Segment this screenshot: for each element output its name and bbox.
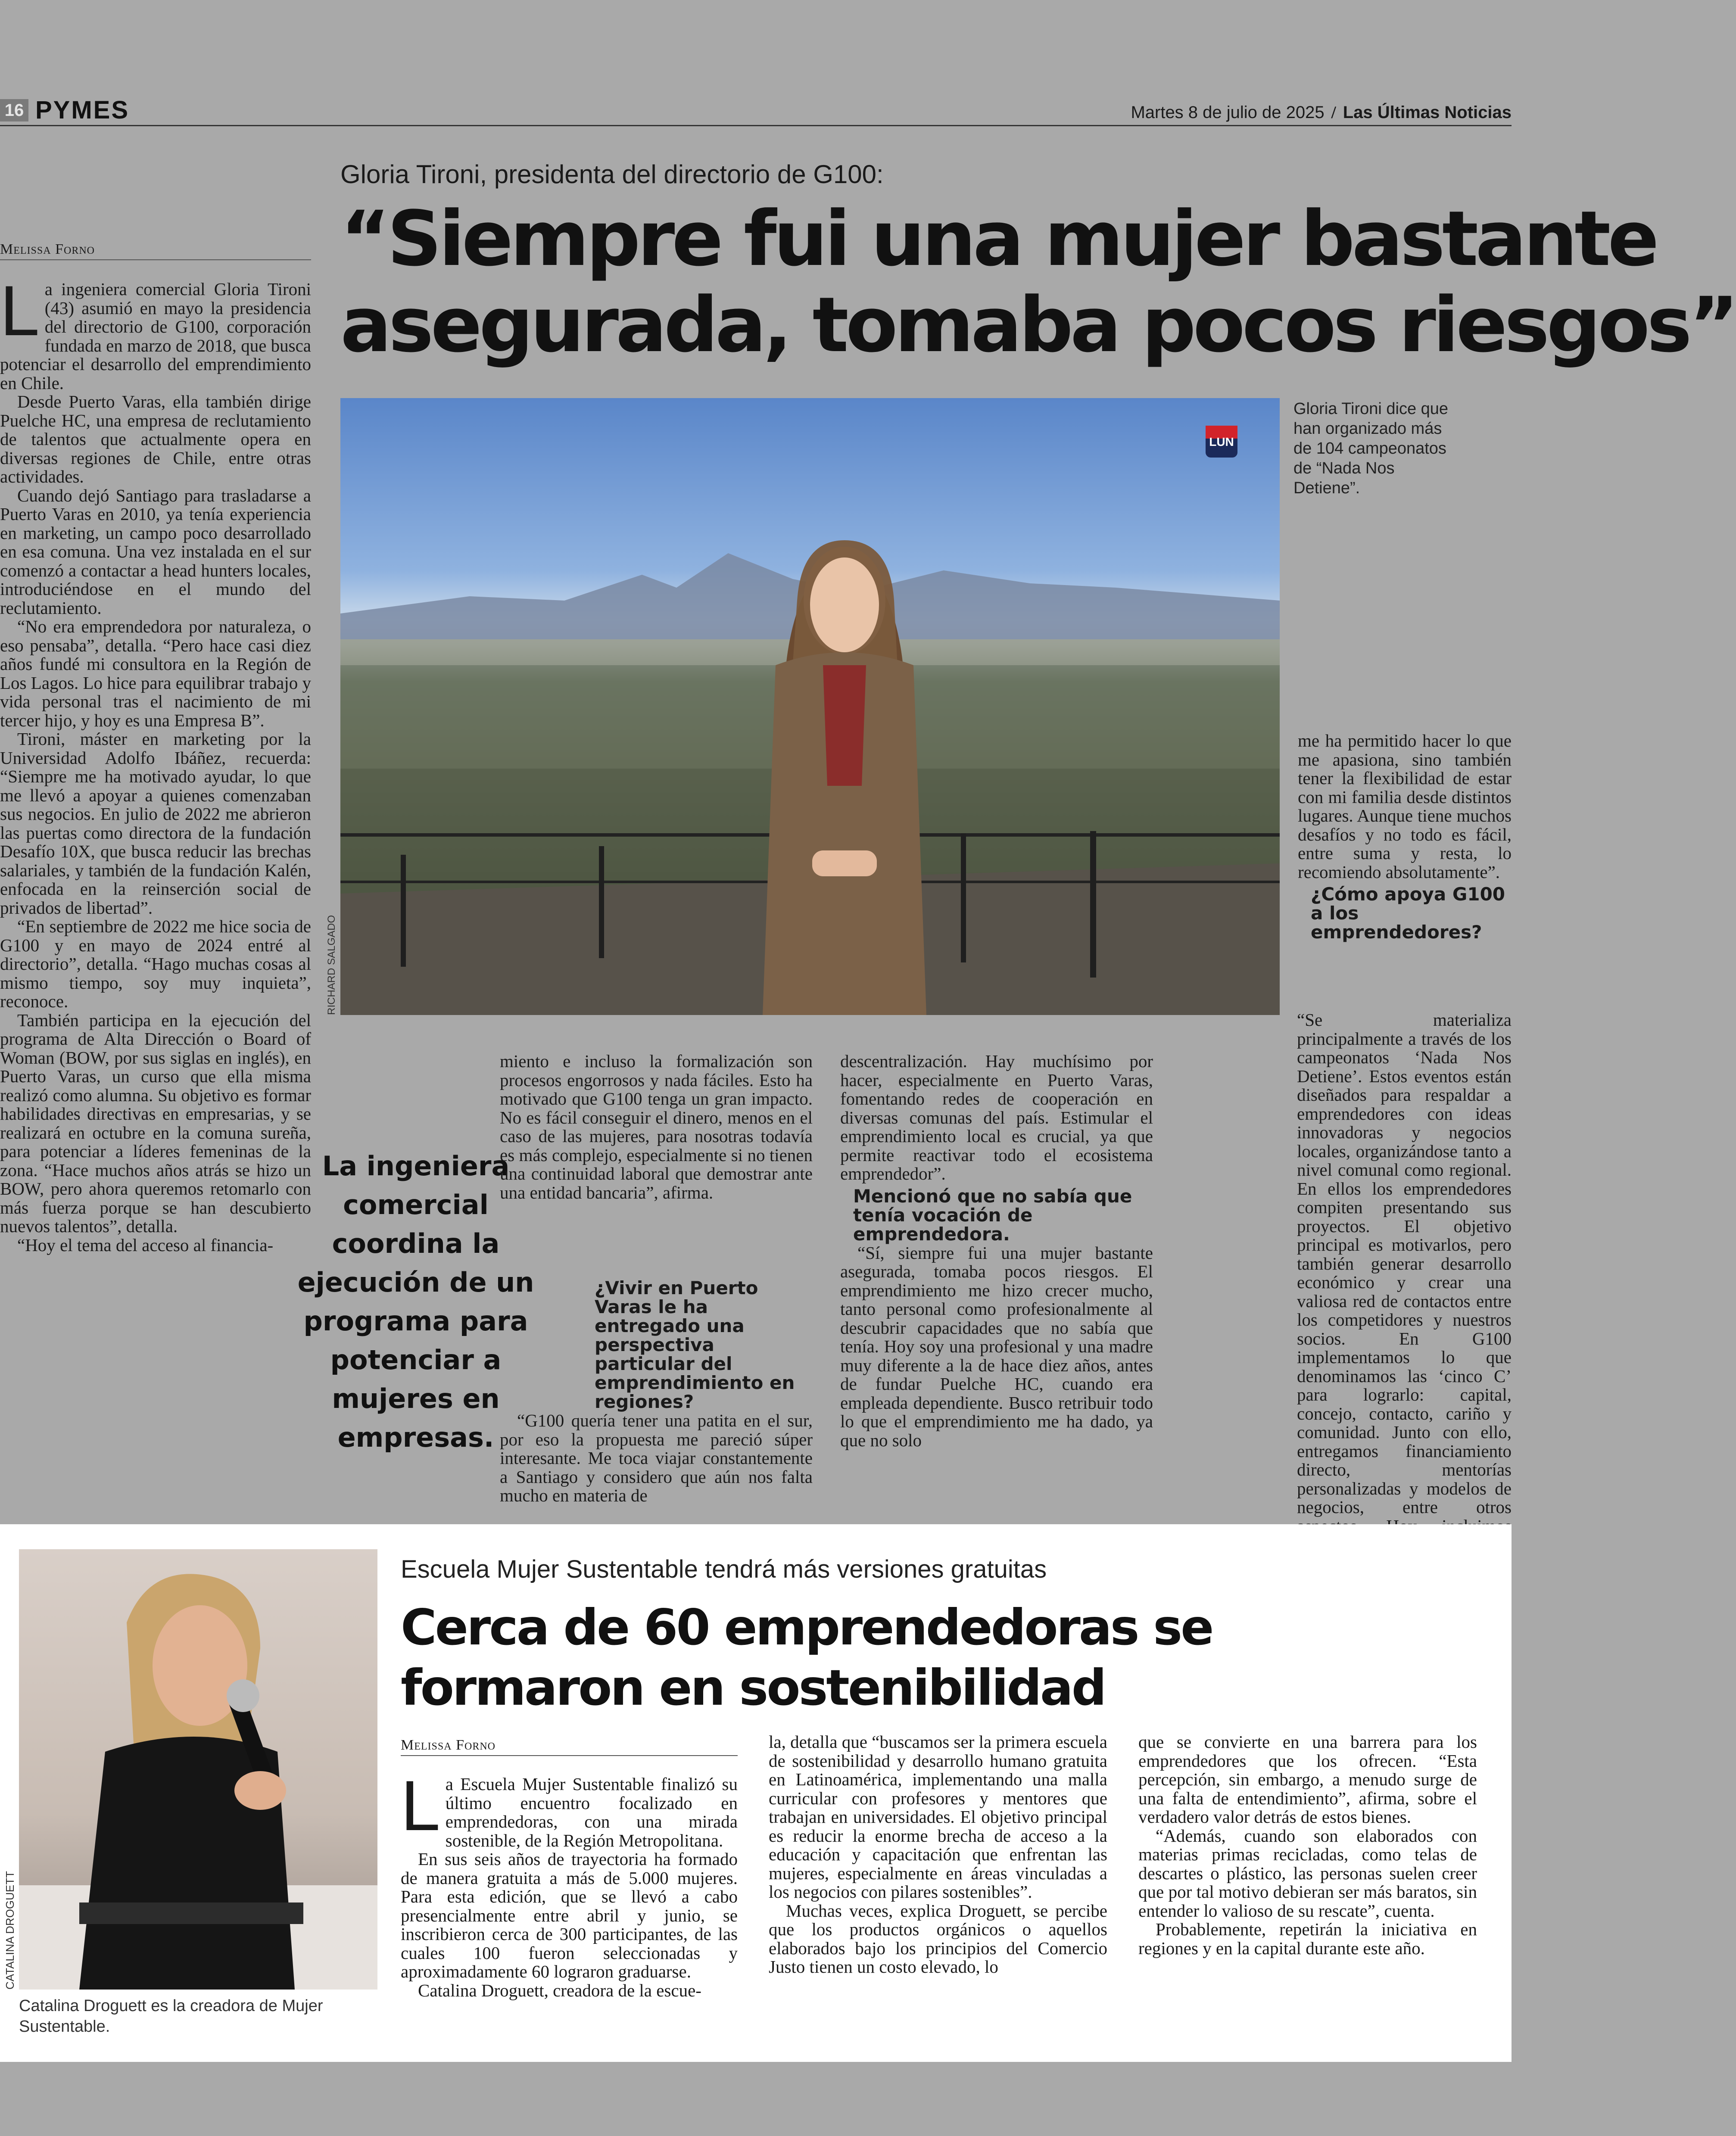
section-name: PYMES bbox=[35, 96, 130, 124]
article1-column-3 bbox=[840, 1052, 1153, 1450]
dropcap: L bbox=[0, 271, 40, 350]
article2-photo-credit: CATALINA DROGUETT bbox=[3, 1871, 16, 1990]
paragraph: Probablemente, repetirán la iniciativa en regiones y en la capital durante este año. bbox=[1138, 1919, 1477, 1958]
paragraph: Muchas veces, explica Droguett, se percibe que los productos orgánicos o aquellos elaborados bajo los principios del Comercio Justo tienen un costo elevado, lo bbox=[769, 1900, 1107, 1977]
portrait-illustration bbox=[19, 1549, 377, 1990]
paragraph: Desde Puerto Varas, ella también dirige Puelche HC, una empresa de reclutamiento de talentos que actualmente opera en diversas regiones de Chile, entre otras actividades. bbox=[0, 392, 311, 486]
article1-column-2-lower bbox=[500, 1275, 813, 1505]
header-rule bbox=[0, 125, 1512, 126]
paragraph: que se convierte en una barrera para los emprendedores que los ofrecen. “Esta percepción, sin embargo, a menudo surge de una falta de entendimiento”, afirma, sobre el verdadero valor detrás de estos bienes. bbox=[1138, 1732, 1477, 1827]
article1-photo-credit: RICHARD SALGADO bbox=[326, 915, 337, 1015]
paragraph: descentralización. Hay muchísimo por hacer, especialmente en Puerto Varas, fomentando redes de cooperación en diversas comunas del país. Estimular el emprendimiento local es crucial, ya que permite reactivar todo el ecosistema emprendedor”. bbox=[840, 1051, 1153, 1183]
interview-question: Mencionó que no sabía que tenía vocación de emprendedora. bbox=[853, 1185, 1132, 1245]
interview-question: ¿Cómo apoya G100 a los emprendedores? bbox=[1311, 884, 1505, 943]
paragraph: “G100 quería tener una patita en el sur, por eso la propuesta me pareció súper interesante. Me toca viajar constantemente a Santiago y considero que aún nos falta mucho en materia de bbox=[500, 1411, 813, 1505]
article2-column-3 bbox=[1138, 1733, 1477, 1958]
paragraph: la, detalla que “buscamos ser la primera escuela de sostenibilidad y desarrollo humano gratuita en Latinoamérica, implementando una malla curricular con profesores y mentores que trabajan en universidades. El objetivo principal es reducir la enorme brecha de acceso a la educación y capacitación que enfrentan las mujeres, especialmente en áreas vinculadas a los negocios con pilares sostenibles”. bbox=[769, 1732, 1107, 1902]
article1-column-4 bbox=[1298, 732, 1512, 942]
pull-quote: La ingeniera comercial coordina la ejecución de un programa para potenciar a mujeres en empresas. bbox=[297, 1150, 534, 1453]
publication-name: Las Últimas Noticias bbox=[1343, 103, 1512, 122]
paragraph: “Hoy el tema del acceso al financia- bbox=[17, 1235, 274, 1255]
article2-column-2 bbox=[769, 1733, 1107, 1977]
paragraph: a Escuela Mujer Sustentable finalizó su último encuentro focalizado en emprendedoras, con una mirada sostenible, de la Región Metropolitana. bbox=[445, 1774, 738, 1850]
paragraph: En sus seis años de trayectoria ha formado de manera gratuita a más de 5.000 mujeres. Para esta edición, que se llevó a cabo presencialmente entre abril y junio, se inscribieron cerca de 300 participantes, de las cuales 100 fueron seleccionadas y aproximadamente 60 lograron graduarse. bbox=[401, 1849, 738, 1981]
issue-date: Martes 8 de julio de 2025 bbox=[1131, 103, 1325, 122]
article2-photo-caption: Catalina Droguett es la creadora de Mujer Sustentable. bbox=[19, 1997, 323, 2036]
paragraph: Catalina Droguett, creadora de la escue- bbox=[418, 1980, 701, 2000]
article2-headline-line1: Cerca de 60 emprendedoras se bbox=[401, 1599, 1212, 1656]
paragraph: “No era emprendedora por naturaleza, o eso pensaba”, detalla. “Pero hace casi diez años fundé mi consultora en la Región de Los Lagos. Lo hice para equilibrar trabajo y vida personal tras el nacimiento de mi tercer hijo, y hoy es una Empresa B”. bbox=[0, 617, 311, 730]
article2-column-1 bbox=[401, 1766, 738, 2000]
paragraph: “Se materializa principalmente a través de los campeonatos ‘Nada Nos Detiene’. Estos eventos están diseñados para respaldar a emprendedores con ideas innovadoras y negocios locales, organizándose tanto a nivel comunal como regional. En ellos los emprendedores compiten presentando sus proyectos. El objetivo principal es motivarlos, pero también generar desarrollo económico y crear una valiosa red de contactos entre los competidores y nuestros socios. En G100 implementamos lo que denominamos las ‘cinco C’ para lograrlo: capital, concejo, contacto, cariño y comunidad. Junto con ello, entregamos financiamiento directo, mentorías personalizadas y modelos de negocios, entre otros bbox=[1297, 1010, 1512, 1517]
article1-photo bbox=[340, 398, 1280, 1015]
paragraph: a ingeniera comercial Gloria Tironi (43) asumió en mayo la presidencia del directorio de G100, corporación fundada en marzo de 2018, que busca potenciar el desarrollo del emprendimiento en Chile. bbox=[0, 279, 311, 393]
paragraph: “Sí, siempre fui una mujer bastante asegurada, tomaba pocos riesgos. El emprendimiento me hizo crecer mucho, tanto personal como profesionalmente al descubrir capacidades que no sabía que tenía. Hoy soy una profesional y una madre muy diferente a la de hace diez años, antes de fundar Puelche HC, cuando era empleada dependiente. Busco retribuir todo lo que el emprendimiento me ha dado, ya que no solo bbox=[840, 1242, 1153, 1450]
article1-byline: Melissa Forno bbox=[0, 241, 311, 260]
paragraph: Cuando dejó Santiago para trasladarse a Puerto Varas en 2010, ya tenía experiencia en marketing, un campo poco desarrollado en esa comuna. Una vez instalada en el sur comenzó a contactar a head hunters locales, introduciéndose en el mundo del reclutamiento. bbox=[0, 485, 311, 618]
article1-column-1 bbox=[0, 271, 311, 1255]
paragraph: “En septiembre de 2022 me hice socia de G100 y en mayo de 2024 entré al directorio”, detalla. “Hago muchas cosas al mismo tiempo, soy muy inquieta”, reconoce. bbox=[0, 916, 311, 1011]
article2-byline: Melissa Forno bbox=[401, 1737, 738, 1756]
article2-headline bbox=[401, 1597, 1262, 1718]
page-header bbox=[0, 97, 1512, 127]
header-separator: / bbox=[1331, 103, 1336, 122]
article1-kicker: Gloria Tironi, presidenta del directorio de G100: bbox=[340, 160, 884, 189]
header-right bbox=[1131, 102, 1512, 123]
paragraph: También participa en la ejecución del programa de Alta Dirección o Board of Woman (BOW, por sus siglas en inglés), en Puerto Varas, un curso que ella misma realizó como alumna. Su objetivo es formar habilidades directivas en empresarias, y se realizará en octubre en la comuna sureña, para potenciar a líderes femeninas de la zona. “Hace muchos años atrás se hizo un BOW, pero ahora queremos retomarlo con más fuerza porque se han descubierto nuevos talentos”, detalla. bbox=[0, 1010, 311, 1236]
article1-headline-line1: “Siempre fui una mujer bastante bbox=[340, 195, 1656, 283]
article1-photo-caption: Gloria Tironi dice que han organizado más de 104 campeonatos de “Nada Nos Detiene”. bbox=[1293, 400, 1449, 497]
lun-badge: LUN bbox=[1206, 426, 1237, 458]
article2-panel bbox=[0, 1524, 1512, 2062]
paragraph: me ha permitido hacer lo que me apasiona, sino también tener la flexibilidad de estar con mi familia desde distintos lugares. Aunque tiene muchos desafíos y no todo es fácil, entre suma y resta, lo recomiendo absolutamente”. bbox=[1298, 731, 1512, 882]
landscape-illustration bbox=[340, 398, 1280, 1015]
paragraph: Tironi, máster en marketing por la Universidad Adolfo Ibáñez, recuerda: “Siempre me ha motivado ayudar, lo que me llevó a apoyar a quienes comenzaban sus negocios. En julio de 2022 me abrieron las puertas como directora de la fundación Desafío 10X, que busca reducir las brechas salariales, y también de la fundación Kalén, enfocada en la reinserción social de privados de libertad”. bbox=[0, 729, 311, 918]
paragraph: “Además, cuando son elaborados con materias primas recicladas, como telas de descartes o plástico, las personas suelen creer que por tal motivo debieran ser más baratos, sin entender lo valioso de su rescate”, cuenta. bbox=[1138, 1825, 1477, 1921]
article1-headline-line2: asegurada, tomaba pocos riesgos” bbox=[340, 281, 1736, 369]
article1-headline bbox=[340, 195, 1736, 369]
article2-kicker: Escuela Mujer Sustentable tendrá más versiones gratuitas bbox=[401, 1555, 1047, 1583]
dropcap: L bbox=[401, 1766, 440, 1845]
interview-question: ¿Vivir en Puerto Varas le ha entregado una perspectiva particular del emprendimiento en regiones? bbox=[595, 1277, 795, 1412]
article2-headline-line2: formaron en sostenibilidad bbox=[401, 1659, 1105, 1716]
paragraph: miento e incluso la formalización son procesos engorrosos y nada fáciles. Esto ha motivado que G100 tenga un gran impacto. No es fácil conseguir el dinero, menos en el caso de las mujeres, para nosotras todavía es más complejo, especialmente si no tienen una continuidad laboral que demostrar ante una entidad bancaria”, afirma. bbox=[500, 1051, 813, 1202]
article1-column-2 bbox=[500, 1052, 813, 1202]
article2-photo bbox=[19, 1549, 377, 1990]
page-number: 16 bbox=[0, 99, 28, 121]
